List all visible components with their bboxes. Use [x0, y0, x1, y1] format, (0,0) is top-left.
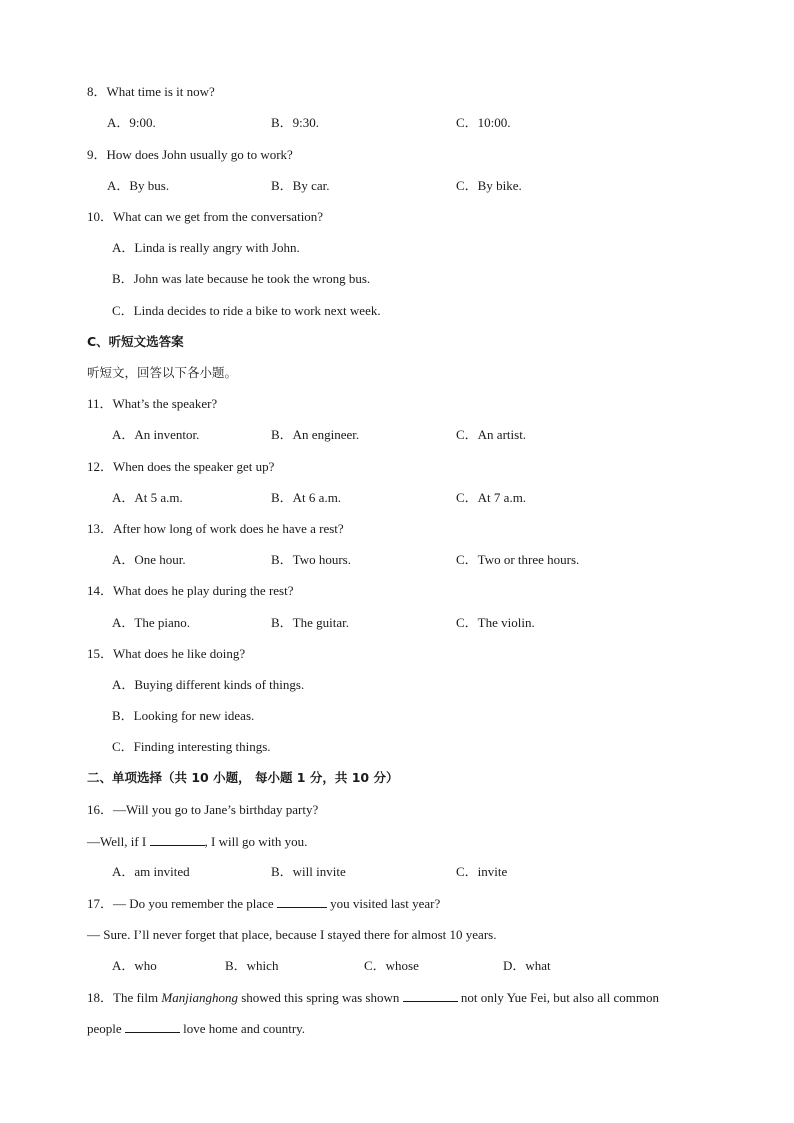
q13-option-a: A．One hour.	[112, 552, 186, 567]
question-13: 13．After how long of work does he have a rest?	[87, 521, 344, 536]
q12-option-a: A．At 5 a.m.	[112, 490, 183, 505]
q17-blank	[277, 895, 327, 908]
question-18-line-2	[87, 1020, 305, 1037]
q14-option-a: A．The piano.	[112, 615, 190, 630]
q9-option-b: B．By car.	[271, 178, 330, 193]
question-11: 11．What’s the speaker?	[87, 396, 218, 411]
q11-option-c: C．An artist.	[456, 427, 527, 442]
q18-line1-post: not only Yue Fei, but also all common	[460, 990, 659, 1005]
q16-blank	[150, 833, 205, 846]
q16-option-a: A．am invited	[112, 864, 190, 879]
question-16-line-1: 16．—Will you go to Jane’s birthday party?	[87, 802, 319, 817]
q12-option-b: B．At 6 a.m.	[271, 490, 342, 505]
section-c-title: C、听短文选答案	[87, 334, 184, 349]
q10-option-b: B．John was late because he took the wrong bus.	[112, 271, 371, 286]
q15-option-c: C．Finding interesting things.	[112, 739, 271, 754]
question-14: 14．What does he play during the rest?	[87, 583, 294, 598]
q18-line1-mid: showed this spring was shown	[241, 990, 400, 1005]
q10-option-a: A．Linda is really angry with John.	[112, 240, 300, 255]
q17-option-c: C．whose	[364, 958, 419, 973]
q18-film-title: Manjianghong	[161, 990, 238, 1005]
question-15: 15．What does he like doing?	[87, 646, 246, 661]
section-2-title: 二、单项选择（共 10 小题， 每小题 1 分，共 10 分）	[87, 770, 399, 785]
q13-option-b: B．Two hours.	[271, 552, 351, 567]
section-c-instruction: 听短文，回答以下各小题。	[87, 365, 238, 380]
q17-option-b: B．which	[225, 958, 279, 973]
question-12: 12．When does the speaker get up?	[87, 459, 275, 474]
q8-option-a: A．9:00.	[107, 115, 156, 130]
question-17-line-1	[87, 895, 440, 912]
q18-line1-pre: 18．The film	[87, 990, 159, 1005]
q10-option-c: C．Linda decides to ride a bike to work next week.	[112, 303, 381, 318]
question-10: 10．What can we get from the conversation?	[87, 209, 324, 224]
question-18-line-1	[87, 989, 659, 1006]
q8-option-b: B．9:30.	[271, 115, 320, 130]
question-17-line-2: — Sure. I’ll never forget that place, because I stayed there for almost 10 years.	[87, 927, 497, 942]
q17-line1-pre: 17．— Do you remember the place	[87, 896, 274, 911]
q17-option-a: A．who	[112, 958, 157, 973]
q14-option-c: C．The violin.	[456, 615, 535, 630]
question-9: 9．How does John usually go to work?	[87, 147, 293, 162]
q17-line1-post: you visited last year?	[330, 896, 441, 911]
q11-option-a: A．An inventor.	[112, 427, 200, 442]
q8-option-c: C．10:00.	[456, 115, 511, 130]
q11-option-b: B．An engineer.	[271, 427, 360, 442]
q18-line2-pre: people	[87, 1021, 122, 1036]
q18-blank-2	[125, 1020, 180, 1033]
q17-option-d: D．what	[503, 958, 551, 973]
q9-option-a: A．By bus.	[107, 178, 170, 193]
q16-line2-post: , I will go with you.	[204, 834, 308, 849]
question-8: 8．What time is it now?	[87, 84, 215, 99]
q18-line2-post: love home and country.	[183, 1021, 306, 1036]
q9-option-c: C．By bike.	[456, 178, 522, 193]
q16-line2-pre: —Well, if I	[87, 834, 147, 849]
q13-option-c: C．Two or three hours.	[456, 552, 580, 567]
q12-option-c: C．At 7 a.m.	[456, 490, 527, 505]
q15-option-a: A．Buying different kinds of things.	[112, 677, 305, 692]
q18-blank-1	[403, 989, 458, 1002]
q14-option-b: B．The guitar.	[271, 615, 349, 630]
q16-option-b: B．will invite	[271, 864, 346, 879]
q15-option-b: B．Looking for new ideas.	[112, 708, 255, 723]
question-16-line-2	[87, 833, 307, 850]
q16-option-c: C．invite	[456, 864, 508, 879]
